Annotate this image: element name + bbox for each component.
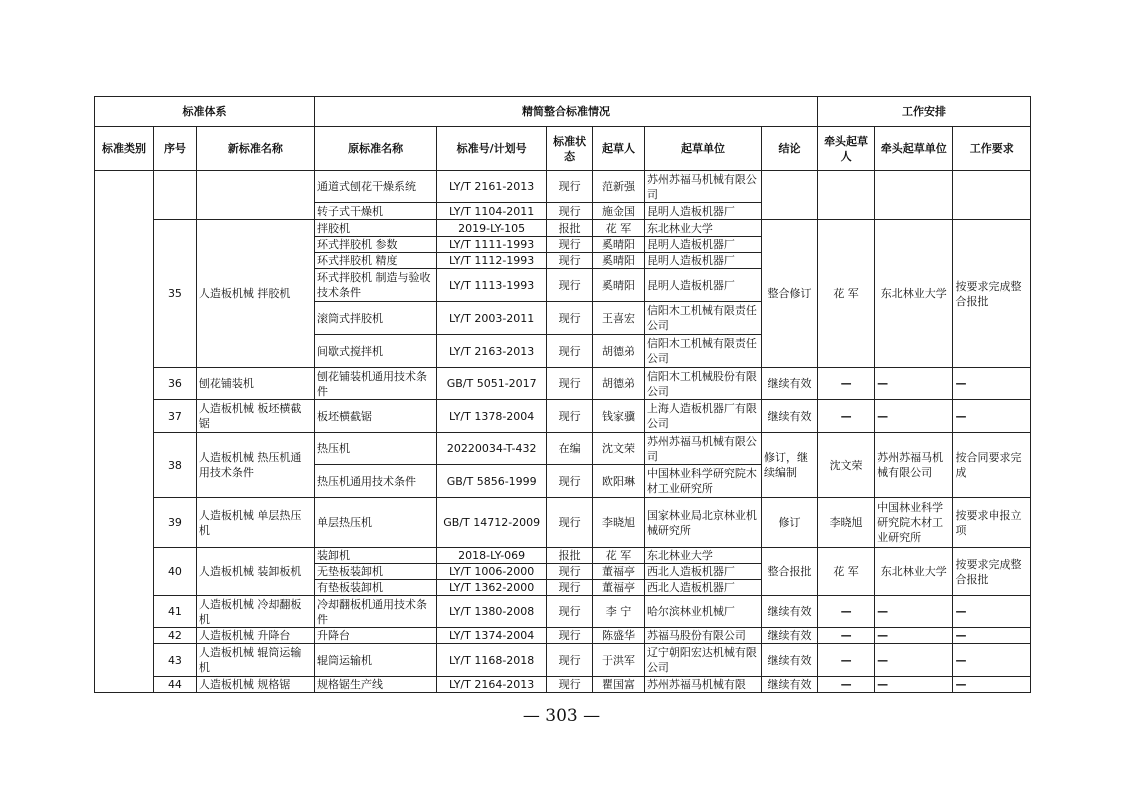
unit-cell: 苏州苏福马机械有限公司 <box>644 171 761 203</box>
status-cell: 现行 <box>547 465 593 498</box>
drafter-cell: 范新强 <box>593 171 645 203</box>
col-header-requirement: 工作要求 <box>953 127 1031 171</box>
col-header-seq: 序号 <box>154 127 197 171</box>
lead-unit-cell <box>875 171 953 220</box>
seq-cell: 37 <box>154 400 197 433</box>
lead-unit-cell: 中国林业科学研究院木材工业研究所 <box>875 498 953 548</box>
drafter-cell: 奚晴阳 <box>593 269 645 302</box>
unit-cell: 昆明人造板机器厂 <box>644 253 761 269</box>
unit-cell: 上海人造板机器厂有限公司 <box>644 400 761 433</box>
unit-cell: 苏福马股份有限公司 <box>644 628 761 644</box>
std-no-cell: GB/T 5051-2017 <box>437 368 547 400</box>
seq-cell: 41 <box>154 596 197 628</box>
new-name-cell: 人造板机械 单层热压机 <box>196 498 314 548</box>
table-row <box>95 433 1031 465</box>
conclusion-cell <box>762 171 818 220</box>
seq-cell: 39 <box>154 498 197 548</box>
lead-drafter-cell: 李晓旭 <box>818 498 875 548</box>
orig-name-cell: 刨花铺装机通用技术条件 <box>314 368 436 400</box>
conclusion-cell: 修订，继续编制 <box>762 433 818 498</box>
unit-cell: 苏州苏福马机械有限 <box>644 677 761 693</box>
seq-cell: 42 <box>154 628 197 644</box>
unit-cell: 信阳木工机械有限责任公司 <box>644 335 761 368</box>
std-no-cell: LY/T 1104-2011 <box>437 203 547 220</box>
drafter-cell: 于洪军 <box>593 644 645 677</box>
orig-name-cell: 转子式干燥机 <box>314 203 436 220</box>
std-no-cell: LY/T 1113-1993 <box>437 269 547 302</box>
new-name-cell: 人造板机械 拌胶机 <box>196 220 314 368</box>
drafter-cell: 沈文荣 <box>593 433 645 465</box>
lead-drafter-cell: — <box>818 596 875 628</box>
status-cell: 现行 <box>547 596 593 628</box>
orig-name-cell: 规格锯生产线 <box>314 677 436 693</box>
lead-drafter-cell <box>818 171 875 220</box>
new-name-cell: 人造板机械 升降台 <box>196 628 314 644</box>
conclusion-cell: 继续有效 <box>762 644 818 677</box>
lead-drafter-cell: 沈文荣 <box>818 433 875 498</box>
standards-table <box>94 96 1031 693</box>
status-cell: 现行 <box>547 253 593 269</box>
lead-drafter-cell: — <box>818 368 875 400</box>
drafter-cell: 陈盛华 <box>593 628 645 644</box>
requirement-cell: 按合同要求完成 <box>953 433 1031 498</box>
new-name-cell: 人造板机械 规格锯 <box>196 677 314 693</box>
lead-unit-cell: 东北林业大学 <box>875 220 953 368</box>
status-cell: 现行 <box>547 677 593 693</box>
seq-cell: 43 <box>154 644 197 677</box>
orig-name-cell: 热压机 <box>314 433 436 465</box>
std-no-cell: LY/T 2163-2013 <box>437 335 547 368</box>
col-header-unit: 起草单位 <box>644 127 761 171</box>
drafter-cell: 花 军 <box>593 220 645 237</box>
std-no-cell: LY/T 1380-2008 <box>437 596 547 628</box>
new-name-cell: 人造板机械 热压机通用技术条件 <box>196 433 314 498</box>
lead-unit-cell: — <box>875 400 953 433</box>
requirement-cell: — <box>953 400 1031 433</box>
drafter-cell: 钱家骥 <box>593 400 645 433</box>
table-row <box>95 220 1031 237</box>
unit-cell: 信阳木工机械有限责任公司 <box>644 302 761 335</box>
orig-name-cell: 辊筒运输机 <box>314 644 436 677</box>
status-cell: 现行 <box>547 564 593 580</box>
std-no-cell: LY/T 2003-2011 <box>437 302 547 335</box>
std-no-cell: LY/T 1006-2000 <box>437 564 547 580</box>
unit-cell: 东北林业大学 <box>644 220 761 237</box>
unit-cell: 国家林业局北京林业机械研究所 <box>644 498 761 548</box>
drafter-cell: 奚晴阳 <box>593 237 645 253</box>
group-header-standard-system: 标准体系 <box>95 97 315 127</box>
requirement-cell: — <box>953 644 1031 677</box>
col-header-lead-drafter: 牵头起草人 <box>818 127 875 171</box>
orig-name-cell: 间歇式搅拌机 <box>314 335 436 368</box>
drafter-cell: 欧阳琳 <box>593 465 645 498</box>
table-row <box>95 368 1031 400</box>
col-header-category: 标准类别 <box>95 127 154 171</box>
status-cell: 报批 <box>547 548 593 564</box>
status-cell: 现行 <box>547 203 593 220</box>
seq-cell <box>154 171 197 220</box>
orig-name-cell: 通道式刨花干燥系统 <box>314 171 436 203</box>
lead-unit-cell: 东北林业大学 <box>875 548 953 596</box>
unit-cell: 东北林业大学 <box>644 548 761 564</box>
status-cell: 现行 <box>547 628 593 644</box>
requirement-cell: 按要求申报立项 <box>953 498 1031 548</box>
seq-cell: 36 <box>154 368 197 400</box>
std-no-cell: LY/T 2164-2013 <box>437 677 547 693</box>
std-no-cell: LY/T 1111-1993 <box>437 237 547 253</box>
drafter-cell: 王喜宏 <box>593 302 645 335</box>
std-no-cell: 2019-LY-105 <box>437 220 547 237</box>
std-no-cell: LY/T 1362-2000 <box>437 580 547 596</box>
lead-unit-cell: — <box>875 677 953 693</box>
category-cell <box>95 171 154 693</box>
unit-cell: 西北人造板机器厂 <box>644 564 761 580</box>
status-cell: 现行 <box>547 302 593 335</box>
conclusion-cell: 继续有效 <box>762 677 818 693</box>
conclusion-cell: 修订 <box>762 498 818 548</box>
lead-unit-cell: — <box>875 368 953 400</box>
unit-cell: 信阳木工机械股份有限公司 <box>644 368 761 400</box>
requirement-cell: 按要求完成整合报批 <box>953 220 1031 368</box>
new-name-cell <box>196 171 314 220</box>
orig-name-cell: 装卸机 <box>314 548 436 564</box>
std-no-cell: LY/T 1112-1993 <box>437 253 547 269</box>
status-cell: 现行 <box>547 368 593 400</box>
lead-unit-cell: — <box>875 628 953 644</box>
status-cell: 现行 <box>547 580 593 596</box>
table-row <box>95 400 1031 433</box>
group-header-streamlining: 精简整合标准情况 <box>314 97 817 127</box>
drafter-cell: 奚晴阳 <box>593 253 645 269</box>
drafter-cell: 花 军 <box>593 548 645 564</box>
drafter-cell: 李 宁 <box>593 596 645 628</box>
requirement-cell: — <box>953 628 1031 644</box>
table-row <box>95 171 1031 203</box>
lead-drafter-cell: — <box>818 400 875 433</box>
col-header-orig-name: 原标准名称 <box>314 127 436 171</box>
col-header-conclusion: 结论 <box>762 127 818 171</box>
lead-unit-cell: 苏州苏福马机械有限公司 <box>875 433 953 498</box>
requirement-cell: — <box>953 596 1031 628</box>
orig-name-cell: 环式拌胶机 精度 <box>314 253 436 269</box>
orig-name-cell: 单层热压机 <box>314 498 436 548</box>
drafter-cell: 董福亭 <box>593 564 645 580</box>
new-name-cell: 人造板机械 冷却翻板机 <box>196 596 314 628</box>
orig-name-cell: 热压机通用技术条件 <box>314 465 436 498</box>
drafter-cell: 李晓旭 <box>593 498 645 548</box>
new-name-cell: 刨花铺装机 <box>196 368 314 400</box>
drafter-cell: 胡德弟 <box>593 335 645 368</box>
std-no-cell: GB/T 14712-2009 <box>437 498 547 548</box>
new-name-cell: 人造板机械 板坯横截锯 <box>196 400 314 433</box>
requirement-cell <box>953 171 1031 220</box>
table-row <box>95 644 1031 677</box>
status-cell: 现行 <box>547 335 593 368</box>
conclusion-cell: 继续有效 <box>762 596 818 628</box>
orig-name-cell: 无垫板装卸机 <box>314 564 436 580</box>
orig-name-cell: 有垫板装卸机 <box>314 580 436 596</box>
status-cell: 现行 <box>547 400 593 433</box>
status-cell: 现行 <box>547 269 593 302</box>
table-row <box>95 677 1031 693</box>
lead-drafter-cell: 花 军 <box>818 220 875 368</box>
new-name-cell: 人造板机械 装卸板机 <box>196 548 314 596</box>
col-header-lead-unit: 牵头起草单位 <box>875 127 953 171</box>
std-no-cell: GB/T 5856-1999 <box>437 465 547 498</box>
conclusion-cell: 继续有效 <box>762 628 818 644</box>
seq-cell: 40 <box>154 548 197 596</box>
status-cell: 现行 <box>547 498 593 548</box>
requirement-cell: 按要求完成整合报批 <box>953 548 1031 596</box>
std-no-cell: LY/T 2161-2013 <box>437 171 547 203</box>
group-header-row <box>95 97 1031 127</box>
lead-drafter-cell: 花 军 <box>818 548 875 596</box>
col-header-std-no: 标准号/计划号 <box>437 127 547 171</box>
conclusion-cell: 继续有效 <box>762 400 818 433</box>
orig-name-cell: 滚筒式拌胶机 <box>314 302 436 335</box>
status-cell: 现行 <box>547 644 593 677</box>
unit-cell: 昆明人造板机器厂 <box>644 203 761 220</box>
unit-cell: 中国林业科学研究院木材工业研究所 <box>644 465 761 498</box>
table-row <box>95 596 1031 628</box>
status-cell: 现行 <box>547 237 593 253</box>
orig-name-cell: 环式拌胶机 参数 <box>314 237 436 253</box>
std-no-cell: 20220034-T-432 <box>437 433 547 465</box>
col-header-drafter: 起草人 <box>593 127 645 171</box>
lead-unit-cell: — <box>875 644 953 677</box>
drafter-cell: 施金国 <box>593 203 645 220</box>
lead-drafter-cell: — <box>818 677 875 693</box>
unit-cell: 辽宁朝阳宏达机械有限公司 <box>644 644 761 677</box>
seq-cell: 38 <box>154 433 197 498</box>
unit-cell: 昆明人造板机器厂 <box>644 237 761 253</box>
std-no-cell: LY/T 1168-2018 <box>437 644 547 677</box>
lead-drafter-cell: — <box>818 628 875 644</box>
group-header-work-plan: 工作安排 <box>818 97 1031 127</box>
unit-cell: 西北人造板机器厂 <box>644 580 761 596</box>
seq-cell: 44 <box>154 677 197 693</box>
unit-cell: 昆明人造板机器厂 <box>644 269 761 302</box>
page-number: — 303 — <box>522 706 601 726</box>
orig-name-cell: 环式拌胶机 制造与验收技术条件 <box>314 269 436 302</box>
status-cell: 报批 <box>547 220 593 237</box>
std-no-cell: 2018-LY-069 <box>437 548 547 564</box>
conclusion-cell: 整合修订 <box>762 220 818 368</box>
drafter-cell: 胡德弟 <box>593 368 645 400</box>
seq-cell: 35 <box>154 220 197 368</box>
requirement-cell: — <box>953 677 1031 693</box>
std-no-cell: LY/T 1374-2004 <box>437 628 547 644</box>
drafter-cell: 瞿国富 <box>593 677 645 693</box>
orig-name-cell: 冷却翻板机通用技术条件 <box>314 596 436 628</box>
table-row <box>95 628 1031 644</box>
table-row <box>95 548 1031 564</box>
unit-cell: 苏州苏福马机械有限公司 <box>644 433 761 465</box>
column-header-row <box>95 127 1031 171</box>
status-cell: 在编 <box>547 433 593 465</box>
std-no-cell: LY/T 1378-2004 <box>437 400 547 433</box>
requirement-cell: — <box>953 368 1031 400</box>
new-name-cell: 人造板机械 辊筒运输机 <box>196 644 314 677</box>
orig-name-cell: 拌胶机 <box>314 220 436 237</box>
orig-name-cell: 板坯横截锯 <box>314 400 436 433</box>
col-header-new-name: 新标准名称 <box>196 127 314 171</box>
lead-drafter-cell: — <box>818 644 875 677</box>
table-row <box>95 498 1031 548</box>
conclusion-cell: 整合报批 <box>762 548 818 596</box>
conclusion-cell: 继续有效 <box>762 368 818 400</box>
col-header-status: 标准状态 <box>547 127 593 171</box>
drafter-cell: 董福亭 <box>593 580 645 596</box>
unit-cell: 哈尔滨林业机械厂 <box>644 596 761 628</box>
status-cell: 现行 <box>547 171 593 203</box>
orig-name-cell: 升降台 <box>314 628 436 644</box>
lead-unit-cell: — <box>875 596 953 628</box>
